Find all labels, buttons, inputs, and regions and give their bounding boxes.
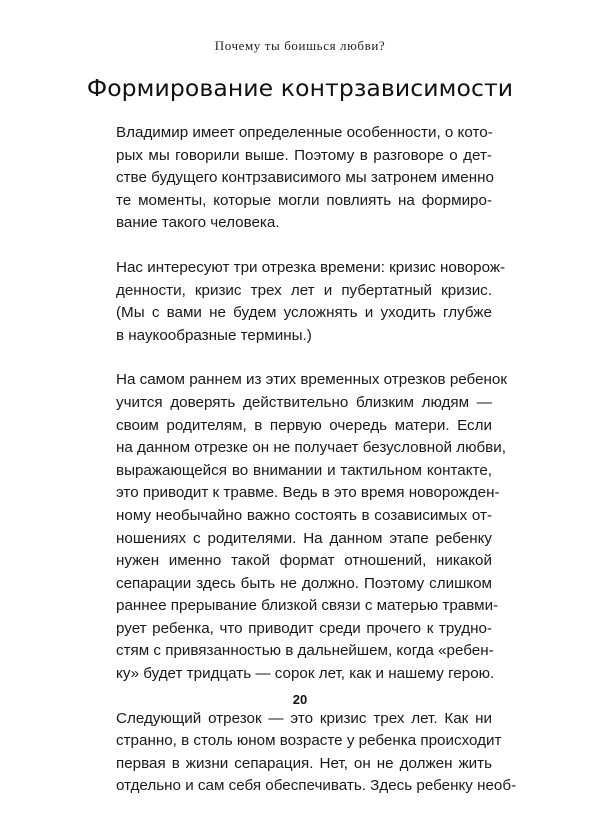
text-line: стве будущего контрзависимого мы затронем именно xyxy=(116,169,494,187)
text-line: те моменты, которые могли повлиять на формиро- xyxy=(116,191,492,209)
text-line: ку» будет тридцать — сорок лет, как и нашему герою. xyxy=(116,665,495,683)
text-line: Следующий отрезок — это кризис трех лет. Как ни xyxy=(116,709,492,727)
paragraph xyxy=(116,122,492,235)
text-line: рует ребенка, что приводит среди прочего к трудно- xyxy=(116,619,492,637)
text-line: нужен именно такой формат отношений, никакой xyxy=(116,552,492,570)
text-line: в наукообразные термины.) xyxy=(116,326,312,344)
page-number: 20 xyxy=(292,692,308,707)
text-line: учится доверять действительно близким людям — xyxy=(116,393,492,411)
text-line: своим родителям, в первую очередь матери. Если xyxy=(116,416,492,434)
text-line: на данном отрезке он не получает безусловной любви, xyxy=(116,439,506,457)
text-line: выражающейся во внимании и тактильном контакте, xyxy=(116,461,492,479)
text-line: стям с привязанностью в дальнейшем, когда «ребен- xyxy=(116,642,494,660)
text-line: Нас интересуют три отрезка времени: кризис новорож- xyxy=(116,258,506,276)
paragraph xyxy=(116,369,508,685)
running-head: Почему ты боишься любви? xyxy=(214,38,386,53)
text-line: рых мы говорили выше. Поэтому в разговоре о дет- xyxy=(116,146,492,164)
text-line: вание такого человека. xyxy=(116,214,280,232)
text-line: раннее прерывание близкой связи с матерью травми- xyxy=(116,597,499,615)
text-line: (Мы с вами не будем усложнять и уходить глубже xyxy=(116,304,492,322)
text-line: странно, в столь юном возрасте у ребенка происходит xyxy=(116,732,502,750)
text-line: ному необычайно важно состоять в созависимых от- xyxy=(116,506,492,524)
text-line: это приводит к травме. Ведь в это время новорожден- xyxy=(116,484,500,502)
text-line: ношениях с родителями. На данном этапе ребенку xyxy=(116,529,492,547)
text-line: денности, кризис трех лет и пубертатный кризис. xyxy=(116,281,492,299)
text-line: На самом раннем из этих временных отрезков ребенок xyxy=(116,371,508,389)
text-line: первая в жизни сепарация. Нет, он не должен жить xyxy=(116,754,492,772)
body-text xyxy=(116,122,517,820)
paragraph xyxy=(116,257,506,347)
paragraph xyxy=(116,708,517,798)
text-line: Владимир имеет определенные особенности, о кото- xyxy=(116,124,493,141)
text-line: отдельно и сам себя обеспечивать. Здесь ребенку необ- xyxy=(116,777,517,795)
text-line: сепарации здесь быть не должно. Поэтому слишком xyxy=(116,574,492,592)
chapter-title: Формирование контрзависимости xyxy=(86,74,514,102)
